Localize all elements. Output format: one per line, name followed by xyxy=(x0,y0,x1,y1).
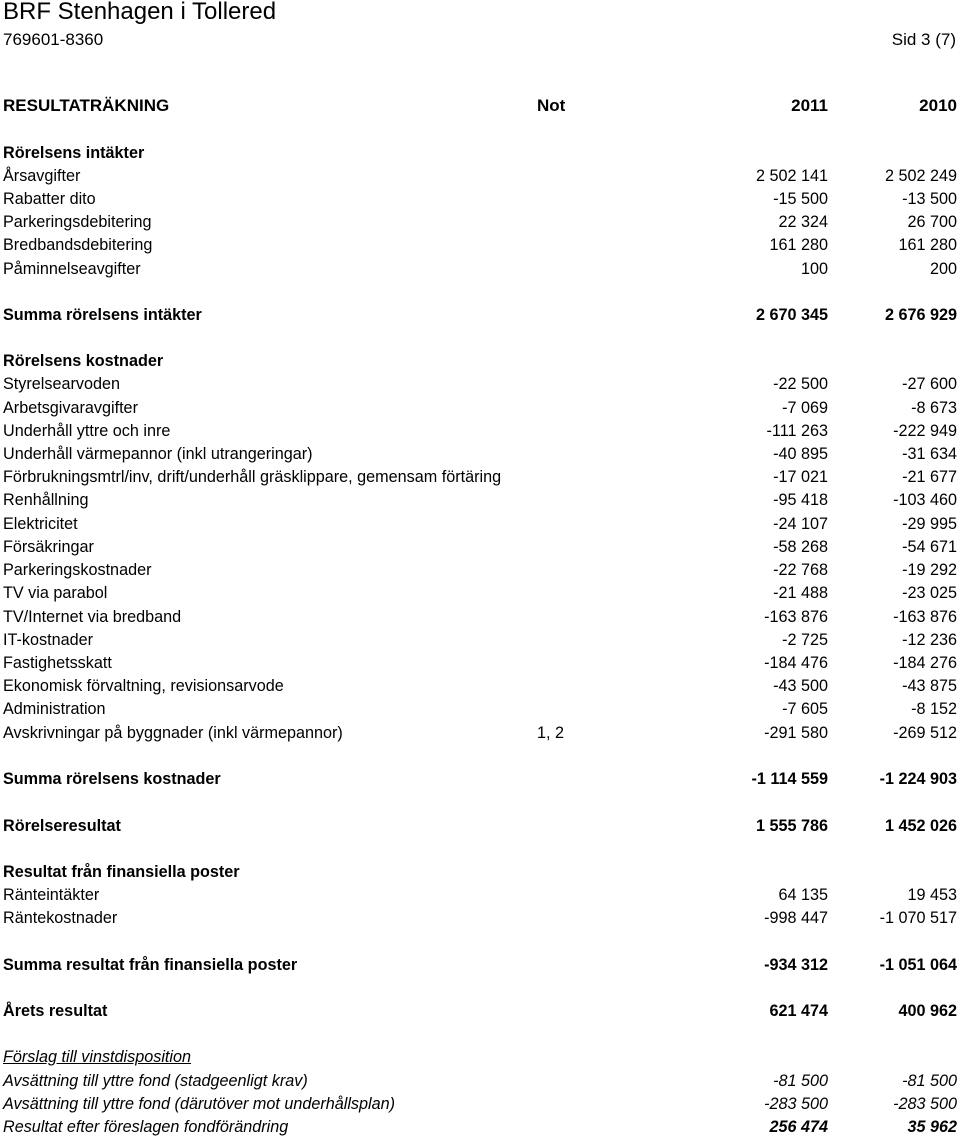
table-row xyxy=(0,211,960,233)
table-row xyxy=(0,606,960,628)
total-2011: 1 555 786 xyxy=(755,817,828,835)
total-2010: 35 962 xyxy=(907,1118,957,1136)
total-row xyxy=(0,1000,960,1022)
row-label: Renhållning xyxy=(3,491,89,509)
table-row xyxy=(0,489,960,511)
row-label: Räntekostnader xyxy=(3,909,118,927)
financial-heading: Resultat från finansiella poster xyxy=(3,863,240,881)
row-label: Försäkringar xyxy=(3,538,94,556)
table-row xyxy=(0,559,960,581)
row-label: Rabatter dito xyxy=(3,190,96,208)
total-row xyxy=(0,954,960,976)
value-2010: -103 460 xyxy=(893,491,957,509)
value-2010: -269 512 xyxy=(893,724,957,742)
total-2011: -1 114 559 xyxy=(751,770,828,788)
value-2011: -283 500 xyxy=(764,1095,828,1113)
proposal-heading: Förslag till vinstdisposition xyxy=(3,1048,192,1066)
total-label: Resultat efter föreslagen fondförändring xyxy=(3,1118,289,1136)
value-2010: -29 995 xyxy=(902,515,957,533)
value-2010: -21 677 xyxy=(902,468,957,486)
value-2011: -21 488 xyxy=(773,584,828,602)
value-2011: -43 500 xyxy=(773,677,828,695)
total-row xyxy=(0,768,960,790)
row-label: Fastighetsskatt xyxy=(3,654,112,672)
value-2011: -15 500 xyxy=(773,190,828,208)
table-row xyxy=(0,420,960,442)
row-label: Styrelsearvoden xyxy=(3,375,120,393)
row-label: Förbrukningsmtrl/inv, drift/underhåll gräsklippare, gemensam förtäring xyxy=(3,468,502,486)
value-2011: -24 107 xyxy=(773,515,828,533)
value-2010: -43 875 xyxy=(902,677,957,695)
value-2010: -81 500 xyxy=(902,1072,957,1090)
value-2010: -8 673 xyxy=(911,399,957,417)
value-2011: 64 135 xyxy=(778,886,828,904)
row-label: Bredbandsdebitering xyxy=(3,236,153,254)
row-label: Administration xyxy=(3,700,106,718)
section-heading xyxy=(0,861,960,883)
table-row xyxy=(0,466,960,488)
value-2010: -184 276 xyxy=(893,654,957,672)
table-row xyxy=(0,443,960,465)
table-header xyxy=(0,95,960,117)
value-2011: -58 268 xyxy=(773,538,828,556)
total-2010: 400 962 xyxy=(898,1002,957,1020)
table-row xyxy=(0,884,960,906)
row-label: Ränteintäkter xyxy=(3,886,100,904)
row-label: Påminnelseavgifter xyxy=(3,260,141,278)
value-2010: 2 502 249 xyxy=(884,167,957,185)
total-2010: 1 452 026 xyxy=(884,817,957,835)
note-reference: 1, 2 xyxy=(537,724,565,742)
costs-heading: Rörelsens kostnader xyxy=(3,352,164,370)
value-2010: -27 600 xyxy=(902,375,957,393)
value-2011: -291 580 xyxy=(764,724,828,742)
total-2011: 256 474 xyxy=(769,1118,828,1136)
total-label: Summa rörelsens intäkter xyxy=(3,306,202,324)
table-row xyxy=(0,698,960,720)
page-number: Sid 3 (7) xyxy=(891,30,956,49)
row-label: Avsättning till yttre fond (stadgeenligt krav) xyxy=(3,1072,308,1090)
row-label: Parkeringskostnader xyxy=(3,561,152,579)
year-2011-header: 2011 xyxy=(791,96,828,115)
total-2010: -1 224 903 xyxy=(879,770,957,788)
table-row xyxy=(0,536,960,558)
value-2011: -17 021 xyxy=(773,468,828,486)
table-row xyxy=(0,165,960,187)
total-2011: 2 670 345 xyxy=(755,306,828,324)
total-label: Årets resultat xyxy=(3,1002,108,1020)
value-2010: -12 236 xyxy=(902,631,957,649)
value-2011: -22 500 xyxy=(773,375,828,393)
total-label: Summa resultat från finansiella poster xyxy=(3,956,298,974)
value-2011: -7 069 xyxy=(782,399,828,417)
row-label: Ekonomisk förvaltning, revisionsarvode xyxy=(3,677,284,695)
value-2010: 200 xyxy=(929,260,957,278)
table-row xyxy=(0,1093,960,1115)
value-2010: 161 280 xyxy=(898,236,957,254)
total-row xyxy=(0,815,960,837)
value-2011: -111 263 xyxy=(766,422,828,440)
year-2010-header: 2010 xyxy=(919,96,957,115)
value-2011: -998 447 xyxy=(764,909,828,927)
value-2011: -81 500 xyxy=(773,1072,828,1090)
total-row xyxy=(0,1116,960,1138)
row-label: Avsättning till yttre fond (därutöver mot underhållsplan) xyxy=(3,1095,396,1113)
value-2011: 100 xyxy=(800,260,828,278)
value-2010: -222 949 xyxy=(893,422,957,440)
value-2010: -163 876 xyxy=(893,608,957,626)
table-row xyxy=(0,397,960,419)
table-row xyxy=(0,907,960,929)
value-2010: -54 671 xyxy=(902,538,957,556)
value-2010: -19 292 xyxy=(902,561,957,579)
value-2010: -23 025 xyxy=(902,584,957,602)
value-2011: -95 418 xyxy=(773,491,828,509)
row-label: Underhåll yttre och inre xyxy=(3,422,171,440)
value-2011: -184 476 xyxy=(764,654,828,672)
table-row xyxy=(0,1070,960,1092)
row-label: TV via parabol xyxy=(3,584,108,602)
value-2011: -22 768 xyxy=(773,561,828,579)
table-row xyxy=(0,582,960,604)
total-row xyxy=(0,304,960,326)
section-heading xyxy=(0,142,960,164)
income-heading: Rörelsens intäkter xyxy=(3,144,145,162)
statement-title: RESULTATRÄKNING xyxy=(3,96,170,115)
value-2011: -7 605 xyxy=(782,700,828,718)
total-2010: -1 051 064 xyxy=(879,956,957,974)
value-2010: -283 500 xyxy=(893,1095,957,1113)
row-label: Elektricitet xyxy=(3,515,78,533)
value-2010: -13 500 xyxy=(902,190,957,208)
table-row xyxy=(0,675,960,697)
table-row xyxy=(0,188,960,210)
value-2011: -40 895 xyxy=(773,445,828,463)
table-row xyxy=(0,258,960,280)
organization-name: BRF Stenhagen i Tollered xyxy=(3,0,277,25)
total-2011: -934 312 xyxy=(764,956,828,974)
value-2011: 22 324 xyxy=(778,213,828,231)
section-heading xyxy=(0,1046,960,1068)
value-2011: 161 280 xyxy=(769,236,828,254)
row-label: IT-kostnader xyxy=(3,631,93,649)
row-label: Underhåll värmepannor (inkl utrangeringar) xyxy=(3,445,313,463)
table-row xyxy=(0,722,960,744)
total-2010: 2 676 929 xyxy=(884,306,957,324)
row-label: TV/Internet via bredband xyxy=(3,608,182,626)
table-row xyxy=(0,513,960,535)
table-row xyxy=(0,373,960,395)
value-2010: 26 700 xyxy=(907,213,957,231)
value-2010: 19 453 xyxy=(907,886,957,904)
row-label: Årsavgifter xyxy=(3,167,81,185)
row-label: Parkeringsdebitering xyxy=(3,213,152,231)
section-heading xyxy=(0,350,960,372)
total-label: Summa rörelsens kostnader xyxy=(3,770,221,788)
table-row xyxy=(0,629,960,651)
value-2010: -31 634 xyxy=(902,445,957,463)
table-row xyxy=(0,234,960,256)
value-2010: -8 152 xyxy=(911,700,957,718)
row-label: Arbetsgivaravgifter xyxy=(3,399,138,417)
value-2011: -2 725 xyxy=(782,631,828,649)
table-row xyxy=(0,652,960,674)
value-2011: 2 502 141 xyxy=(755,167,828,185)
note-column-header: Not xyxy=(537,96,566,115)
organization-number: 769601-8360 xyxy=(3,30,104,49)
total-label: Rörelseresultat xyxy=(3,817,121,835)
row-label: Avskrivningar på byggnader (inkl värmepannor) xyxy=(3,724,343,742)
value-2010: -1 070 517 xyxy=(879,909,957,927)
total-2011: 621 474 xyxy=(769,1002,828,1020)
value-2011: -163 876 xyxy=(764,608,828,626)
